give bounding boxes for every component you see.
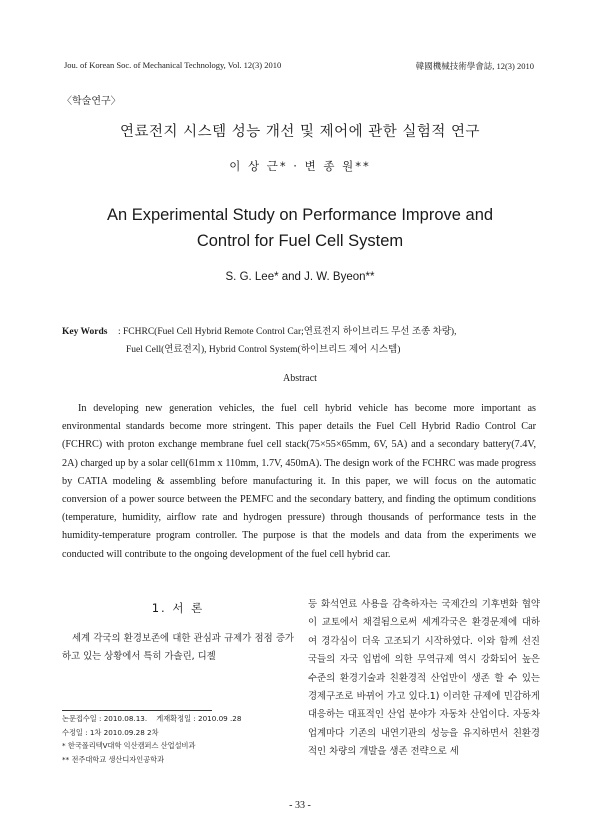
authors-korean: 이 상 근* · 변 종 원** xyxy=(229,159,371,173)
journal-header-korean: 韓國機械技術學會誌, 12(3) 2010 xyxy=(415,61,534,71)
accepted-date: 게재확정일 : 2010.09 .28 xyxy=(156,714,242,723)
journal-header-english: Jou. of Korean Soc. of Mechanical Technology, Vol. 12(3) 2010 xyxy=(64,60,282,70)
abstract-text: In developing new generation vehicles, the fuel cell hybrid vehicle has become more important as environmental standards become more stringent. This paper details the Fuel Cell Hybrid Radio Control Car (FCHRC) with proton exchange membrane fuel cell stack(75×55×65mm, 6V, 5A) and a secondary battery(7.4V, 2A) charged up by a solar cell(61mm x 110mm, 1.7V, 450mA). The design work of the FCHRC was made progress by CATIA modeling & assembling before manufacturing it. In this paper, we will focus on the automatic conversion of a power source between the PEMFC and the secondary battery, and finding the optimum conditions (temperature, humidity, airflow rate and hydrogen pressure) through thousands of performance tests in the humidity-temperature program controller. The purpose is that the models and data from the experiments we conducted will contribute to the ongoing development of the fuel cell hybrid car. xyxy=(62,403,536,560)
category-tag: 〈학술연구〉 xyxy=(62,96,121,107)
keywords-line-2: Fuel Cell(연료전지), Hybrid Control System(하이브리드 제어 시스템) xyxy=(126,345,401,355)
received-date: 논문접수일 : 2010.08.13. xyxy=(62,714,148,723)
page-number: - 33 - xyxy=(289,800,311,811)
introduction-right-column xyxy=(308,596,540,762)
affiliation-2: ** 전주대학교 생산디자인공학과 xyxy=(62,754,165,764)
introduction-left-column xyxy=(62,630,294,667)
title-english xyxy=(0,202,600,254)
section-heading-introduction: 1. 서 론 xyxy=(151,601,205,615)
title-english-line-1: An Experimental Study on Performance Improve and xyxy=(106,206,494,224)
title-english-line-2: Control for Fuel Cell System xyxy=(196,232,404,250)
revised-date: 수정일 : 1차 2010.09.28 2차 xyxy=(62,727,159,737)
affiliation-1: * 한국폴리텍V대학 익산캠퍼스 산업설비과 xyxy=(62,741,196,750)
footnotes xyxy=(62,712,302,766)
title-korean: 연료전지 시스템 성능 개선 및 제어에 관한 실험적 연구 xyxy=(119,124,481,140)
abstract-body xyxy=(62,400,536,564)
abstract-heading: Abstract xyxy=(283,373,317,384)
authors-english: S. G. Lee* and J. W. Byeon** xyxy=(225,271,375,283)
keywords-label: Key Words xyxy=(62,327,108,337)
keywords-block xyxy=(62,323,456,359)
introduction-paragraph: 세계 각국의 환경보존에 대한 관심과 규제가 점점 증가하고 있는 상황에서 특히 가솔린, 디젤 xyxy=(62,633,294,663)
keywords-line-1: : FCHRC(Fuel Cell Hybrid Remote Control Car;연료전지 하이브리드 무선 조종 차량), xyxy=(118,327,457,337)
footnote-divider xyxy=(62,710,212,711)
introduction-continuation: 등 화석연료 사용을 감축하자는 국제간의 기후변화 협약이 교토에서 채결됨으로써 세계각국은 환경문제에 대하여 경각심이 더욱 고조되기 시작하였다. 이와 함께 선진국들의 자국 입법에 의한 무역규제 역시 강화되어 높은 수준의 환경기술과 친환경적 산업만이 생존 할 수 있는 경제구조로 바뀌어 가고 있다.1) 이러한 규제에 민감하게 대응하는 대표적인 산업 분야가 자동차 산업이다. 자동차 업계마다 기존의 내연기관의 성능을 유지하면서 친환경적인 차량의 개발을 생존 전략으로 세 xyxy=(308,599,540,758)
